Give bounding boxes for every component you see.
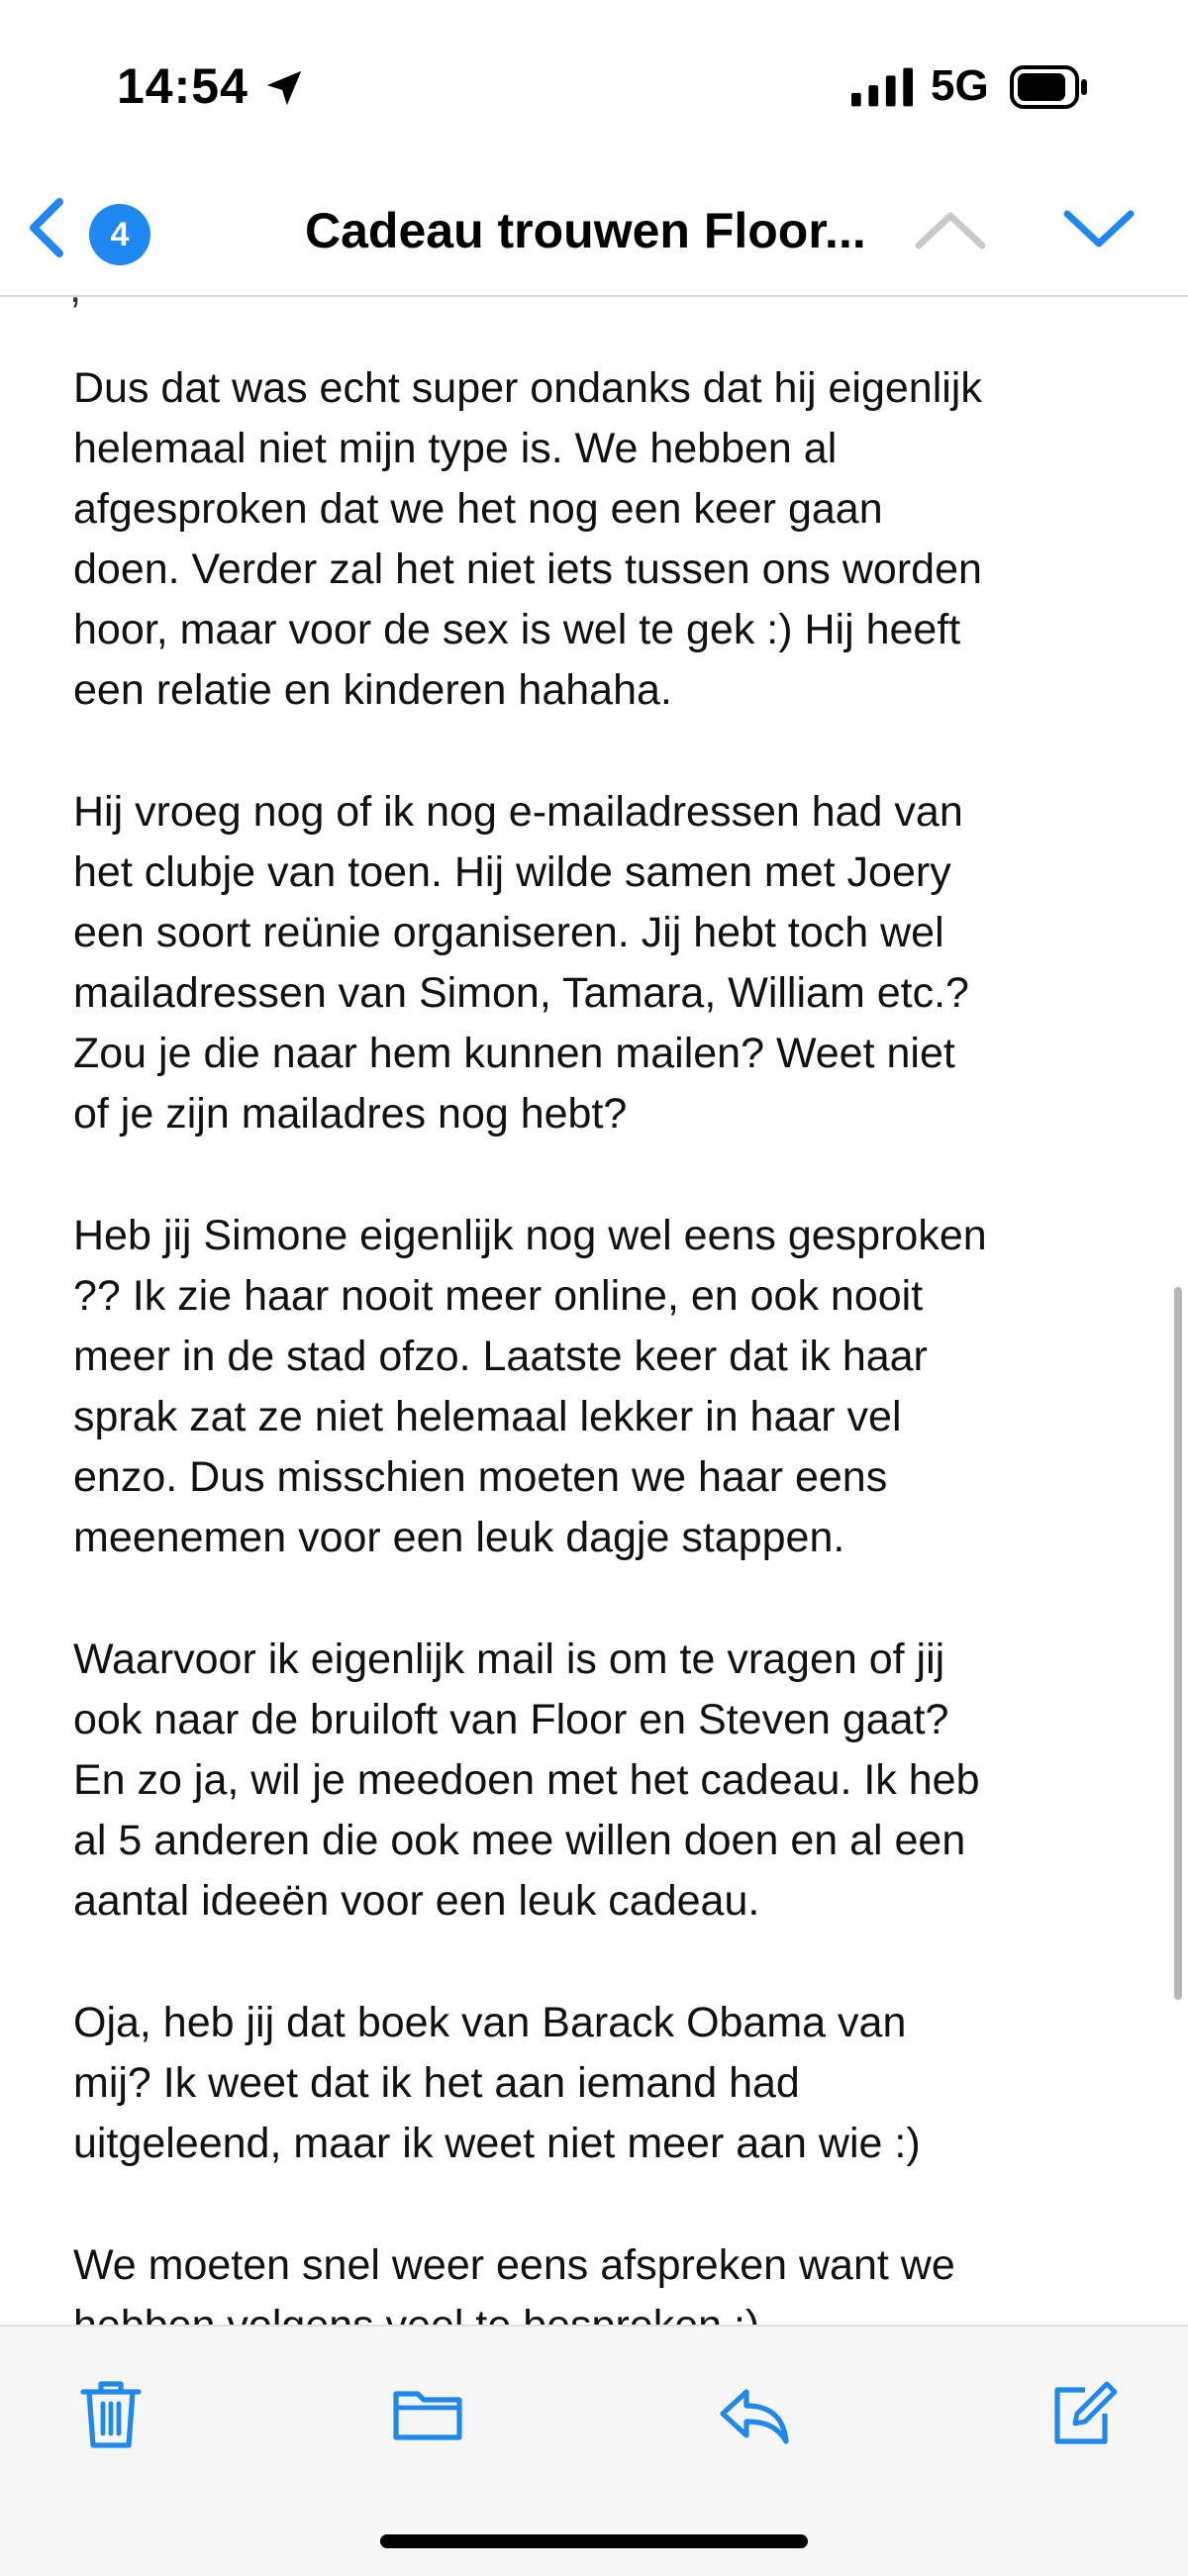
message-paragraph: Dus dat was echt super ondanks dat hij eigenlijk helemaal niet mijn type is. We hebben al afgesproken dat we het nog een keer gaan doen. Verder zal het niet iets tussen ons worden hoor, maar voor de sex is wel te gek :) Hij heeft een relatie en kinderen hahaha. <box>73 364 982 714</box>
message-paragraph: Heb jij Simone eigenlijk nog wel eens gesproken ?? Ik zie haar nooit meer online, en ook nooit meer in de stad ofzo. Laatste keer dat ik haar sprak zat ze niet helemaal lekker in haar vel enzo. Dus misschien moeten we haar eens meenemen voor een leuk dagje stappen. <box>73 1212 987 1561</box>
status-time: 14:54 <box>117 58 248 114</box>
cellular-signal-icon <box>851 67 913 107</box>
mail-nav-bar <box>0 158 1188 297</box>
mail-toolbar <box>0 2325 1188 2576</box>
unread-count-badge[interactable]: 4 <box>89 204 150 265</box>
chevron-down-icon[interactable] <box>1061 208 1137 251</box>
folder-icon[interactable] <box>388 2374 467 2453</box>
status-bar <box>0 0 1188 158</box>
message-body[interactable] <box>0 263 1188 2325</box>
message-paragraph: Hij vroeg nog of ik nog e-mailadressen had van het clubje van toen. Hij wilde samen met Joery een soort reünie organiseren. Jij hebt toch wel mailadressen van Simon, Tamara, William etc.? Zou je die naar hem kunnen mailen? Weet niet of je zijn mailadres nog hebt? <box>73 788 969 1138</box>
reply-icon[interactable] <box>715 2374 794 2453</box>
clipped-text-fragment: , <box>69 263 82 312</box>
scroll-indicator[interactable] <box>1174 1287 1182 2000</box>
message-paragraph: Waarvoor ik eigenlijk mail is om te vragen of jij ook naar de bruiloft van Floor en Steven gaat? En zo ja, wil je meedoen met het cadeau. Ik heb al 5 anderen die ook mee willen doen en al een aantal ideeën voor een leuk cadeau. <box>73 1635 980 1925</box>
message-subject: Cadeau trouwen Floor... <box>305 203 866 258</box>
message-paragraph: We moeten snel weer eens afspreken want we <box>73 2241 955 2289</box>
trash-icon[interactable] <box>71 2374 150 2453</box>
message-text <box>73 358 1142 2356</box>
battery-icon <box>1010 65 1089 109</box>
message-paragraph: Oja, heb jij dat boek van Barack Obama van mij? Ik weet dat ik het aan iemand had uitgeleend, maar ik weet niet meer aan wie :) <box>73 1999 921 2167</box>
network-type: 5G <box>931 61 989 110</box>
compose-icon[interactable] <box>1041 2374 1121 2453</box>
chevron-left-icon[interactable] <box>24 196 67 259</box>
chevron-up-icon[interactable] <box>913 208 988 251</box>
location-arrow-icon <box>261 65 307 111</box>
home-indicator[interactable] <box>380 2534 808 2548</box>
